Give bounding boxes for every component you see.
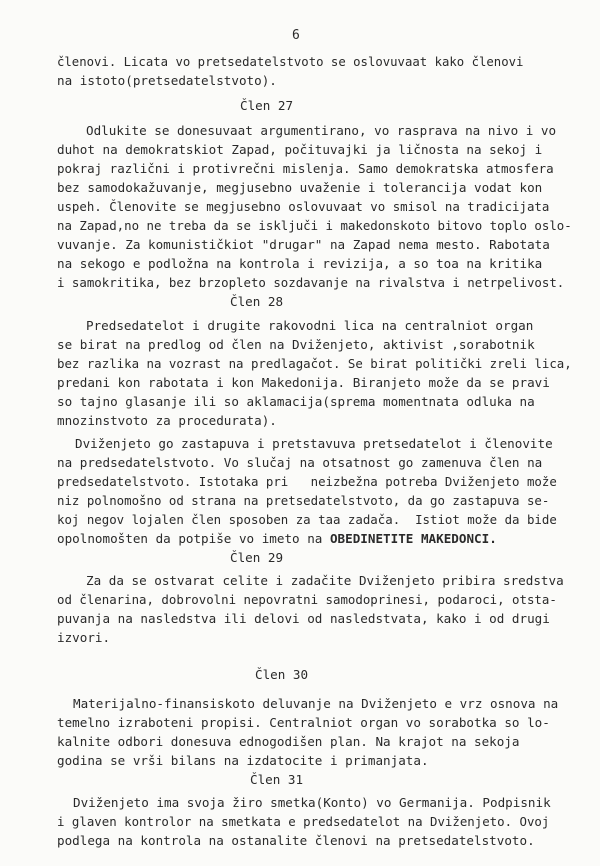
text-line: koj negov lojalen člen sposoben za taa zadača. Istiot može da bide	[57, 512, 557, 527]
text-line: se birat na predlog od člen na Dviženjeto, aktivist ,sorabotnik	[57, 337, 535, 352]
organization-name: OBEDINETITE MAKEDONCI.	[329, 531, 497, 546]
text-line: Predsedatelot i drugite rakovodni lica na centralniot organ	[86, 318, 534, 333]
text-line: izvori.	[57, 630, 111, 645]
text-line: členovi. Licata vo pretsedatelstvoto se oslovuvaat kako členovi	[57, 55, 524, 69]
section-heading: Člen 30	[255, 667, 309, 682]
section-heading: Člen 27	[240, 98, 294, 113]
text-line: vuvanje. Za komunističkiot "drugar" na Zapad nema mesto. Rabotata	[57, 237, 550, 252]
text-line: temelno izraboteni propisi. Centralniot organ vo sorabotka so lo-	[57, 715, 550, 730]
text-line: podlega na kontrola na ostanalite členovi na pretsedatelstvoto.	[57, 833, 535, 848]
text-span: opolnomošten da potpiše vo imeto na	[57, 531, 330, 546]
text-line: predsedatelstvoto. Istotaka pri neizbežna potreba Dviženjeto može	[57, 474, 557, 489]
text-line: predani kon rabotata i kon Makedonija. Biranjeto može da se pravi	[57, 375, 550, 390]
text-line: Odlukite se donesuvaat argumentirano, vo rasprava na nivo i vo	[86, 123, 557, 138]
text-line: puvanja na nasledstva ili delovi od nasledstvata, kako i od drugi	[57, 611, 550, 626]
text-line: godina se vrši bilans na izdatocite i primanjata.	[57, 753, 429, 768]
text-line: Materijalno-finansiskoto deluvanje na Dviženjeto e vrz osnova na	[73, 696, 559, 711]
text-line: na sekogo e podložna na kontrola i revizija, a so toa na kritika	[57, 256, 543, 271]
text-line: od členarina, dobrovolni nepovratni samodoprinesi, podaroci, otsta-	[57, 592, 557, 607]
text-line: bez samodokažuvanje, megjusebno uvaženie i tolerancija vodat kon	[57, 180, 543, 195]
text-line: kalnite odbori donesuva ednogodišen plan. Na krajot na sekoja	[57, 734, 520, 749]
text-line: bez razlika na vozrast na predlagačot. Se birat politički zreli lica,	[57, 356, 572, 371]
text-line: mnozinstvoto za procedurata).	[57, 413, 277, 428]
text-line: Za da se ostvarat celite i zadačite Dviženjeto pribira sredstva	[86, 573, 564, 588]
section-heading: Člen 31	[250, 772, 304, 787]
text-line: Dviženjeto ima svoja žiro smetka(Konto) vo Germanija. Podpisnik	[73, 795, 551, 810]
text-line: uspeh. Členovite se megjusebno oslovuvaat vo smisol na tradicijata	[57, 199, 550, 214]
text-line: na predsedatelstvoto. Vo slučaj na otsatnost go zamenuva člen na	[57, 455, 543, 470]
text-line	[57, 531, 497, 547]
section-heading: Člen 29	[230, 550, 284, 565]
page-number: 6	[292, 28, 300, 43]
text-line: na istoto(pretsedatelstvoto).	[57, 73, 277, 88]
text-line: Dviženjeto go zastapuva i pretstavuva pretsedatelot i členovite	[75, 436, 553, 451]
text-line: i samokritika, bez brzopleto sozdavanje na rivalstva i netrpelivost.	[57, 275, 565, 290]
text-line: pokraj različni i protivrečni mislenja. Samo demokratska atmosfera	[57, 161, 554, 176]
text-line: niz polnomošno od strana na pretsedatelstvoto, da go zastapuva se-	[57, 493, 550, 508]
text-line: na Zapad,no ne treba da se isključi i makedonskoto bitovo toplo oslo-	[57, 218, 572, 233]
section-heading: Člen 28	[230, 294, 284, 309]
text-line: so tajno glasanje ili so aklamacija(sprema momentnata odluka na	[57, 394, 535, 409]
text-line: i glaven kontrolor na smetkata e predsedatelot na Dviženjeto. Ovoj	[57, 814, 550, 829]
text-line: duhot na demokratskiot Zapad, počituvajki ja ličnosta na sekoj i	[57, 142, 543, 157]
